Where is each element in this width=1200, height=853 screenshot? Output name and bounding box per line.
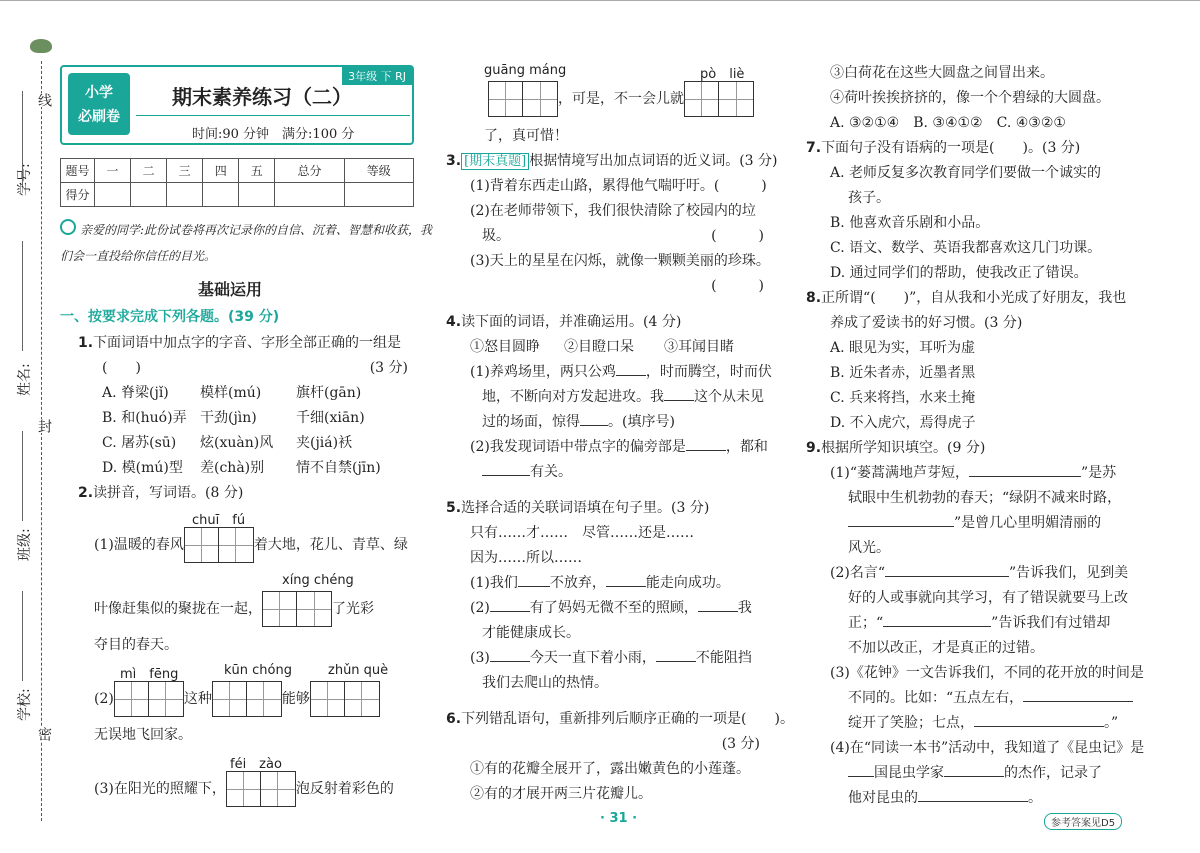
q3 <box>446 149 778 299</box>
score-cell: 五 <box>239 159 275 183</box>
side-name-label: 姓名: <box>17 363 33 396</box>
q6-s2: ②有的才展开两三片花瓣儿。 <box>470 786 652 802</box>
side-id-label: 学号: <box>17 163 33 196</box>
q8-stem-1: 正所谓“( )”，自从我和小光成了好朋友，我也 <box>821 290 1127 306</box>
score-table <box>60 158 414 207</box>
q4-blank-4[interactable] <box>686 435 726 451</box>
q3-stem: 根据情境写出加点词语的近义词。(3 分) <box>529 153 778 169</box>
side-dense-label: 密 <box>36 727 52 741</box>
q7-option-a[interactable]: A. 老师反复多次教育同学们要做一个诚实的 <box>830 165 1102 181</box>
q9-number: 9. <box>806 440 822 456</box>
q9-s4b: 国昆虫学家 <box>874 765 944 781</box>
q4-s1f: 。(填序号) <box>608 414 675 430</box>
q1-option-b[interactable]: B. 和(huó)弄 干劲(jìn) 千细(xiān) <box>102 410 365 426</box>
q4-blank-2[interactable] <box>664 385 694 401</box>
q4-s1d: 这个从未见 <box>694 389 764 405</box>
q2-p2-text-c: 能够 <box>281 691 310 707</box>
q8 <box>806 286 1142 436</box>
q9-s4a: (4)在“同读一本书”活动中，我知道了《昆虫记》是 <box>830 740 1145 756</box>
q5-s1a: (1)我们 <box>470 575 518 591</box>
q2-p1-text-d: 了光彩 <box>332 601 374 617</box>
q4-opt-2: ②目瞪口呆 <box>564 339 634 355</box>
badge-line2: 必刷卷 <box>78 109 120 125</box>
score-input[interactable] <box>275 183 344 207</box>
q9-s2c: 好的人或事就向其学习，有了错误就要马上改 <box>848 590 1128 606</box>
q9-s3b: 不同的。比如：“五点左右， <box>848 690 1024 706</box>
q9-blank-3[interactable] <box>885 561 1009 577</box>
q2-p2-pinyin-2: kūn chóng <box>224 663 292 678</box>
q6-stem: 下列错乱语句，重新排列后顺序正确的一项是( )。 <box>461 711 794 727</box>
q1-number: 1. <box>78 335 94 351</box>
q5-s3b: 今天一直下着小雨， <box>529 650 656 666</box>
q1-stem: 下面词语中加点字的字音、字形全部正确的一组是 <box>93 335 402 351</box>
q9-blank-6[interactable] <box>974 711 1104 727</box>
q9-s3c: 绽开了笑脸；七点， <box>848 715 974 731</box>
q8-option-a[interactable]: A. 眼见为实，耳听为虚 <box>830 340 976 356</box>
q9-s2e: ”告诉我们有过错却 <box>991 615 1111 631</box>
q2-stem: 读拼音，写词语。(8 分) <box>93 485 244 501</box>
intro-line-2: 们会一直投给你信任的目光。 <box>60 249 217 263</box>
badge <box>68 73 130 135</box>
side-school-label: 学校: <box>17 688 33 721</box>
q4-blank-5[interactable] <box>482 460 530 476</box>
q4-s2c: 有关。 <box>530 464 572 480</box>
q6 <box>446 707 794 807</box>
q2-p3-grid[interactable] <box>226 771 296 807</box>
side-line-label: 线 <box>36 93 52 107</box>
q7-number: 7. <box>806 140 822 156</box>
grade-tag: 3年级 下 RJ <box>342 67 412 85</box>
score-table-header-row <box>61 159 414 183</box>
column-3 <box>806 1 1145 853</box>
q8-option-b[interactable]: B. 近朱者赤，近墨者黑 <box>830 365 976 381</box>
side-class-label: 班级: <box>17 528 33 561</box>
q5-s2d: 才能健康成长。 <box>482 625 580 641</box>
q9-blank-2[interactable] <box>848 511 954 527</box>
q2-p1-pinyin: chuī fú <box>192 513 246 528</box>
score-input[interactable] <box>95 183 131 207</box>
q7-option-b[interactable]: B. 他喜欢音乐剧和小品。 <box>830 215 990 231</box>
q2-p1-grid-2[interactable] <box>262 591 332 627</box>
q2-p2-text-a: (2) <box>94 691 114 707</box>
q8-option-d[interactable]: D. 不入虎穴，焉得虎子 <box>830 415 976 431</box>
q4-blank-1[interactable] <box>616 360 646 376</box>
q6-number: 6. <box>446 711 462 727</box>
q8-number: 8. <box>806 290 822 306</box>
q9-s1b: ”是苏 <box>1081 465 1117 481</box>
q5-opt-2: 因为……所以…… <box>470 550 582 566</box>
q4-opt-1: ①怒目圆睁 <box>470 339 540 355</box>
q9-blank-9[interactable] <box>918 786 1028 802</box>
q9-s3d: 。” <box>1104 715 1119 731</box>
q2-p3-pinyin: féi zào <box>230 757 282 772</box>
col2-top-pinyin-2: pò liè <box>700 67 745 82</box>
q1-option-c[interactable]: C. 屠苏(sū) 炫(xuàn)风 夹(jiá)袄 <box>102 435 353 451</box>
score-cell: 二 <box>131 159 167 183</box>
side-seal-label: 封 <box>36 419 52 433</box>
q9-blank-5[interactable] <box>1023 686 1133 702</box>
q2-p1-text-b: 着大地，花儿、青草、绿 <box>253 537 408 553</box>
q2-p3-text-b: 泡反射着彩色的 <box>295 781 394 797</box>
q6-score: (3 分) <box>721 736 760 752</box>
q2-p2-pinyin-3: zhǔn què <box>328 663 389 678</box>
q5-s1c: 能走向成功。 <box>645 575 730 591</box>
q9-s1e: 风光。 <box>848 540 890 556</box>
q9-s2a: (2)名言“ <box>830 565 885 581</box>
answer-reference <box>1044 813 1122 830</box>
score-cell: 三 <box>167 159 203 183</box>
q5-s2b: 有了妈妈无微不至的照顾， <box>529 600 698 616</box>
q4-blank-3[interactable] <box>580 410 608 426</box>
q4-s1b: ，时而腾空，时而伏 <box>645 364 772 380</box>
q9-s4c: 的杰作，记录了 <box>1004 765 1102 781</box>
q1 <box>78 331 414 506</box>
q5-s3c: 不能阻挡 <box>695 650 752 666</box>
side-id-blank[interactable] <box>22 91 23 186</box>
binding-margin <box>0 1 52 853</box>
side-name-blank[interactable] <box>22 241 23 351</box>
q3-s2a: (2)在老师带领下，我们很快清除了校园内的垃 <box>470 203 756 219</box>
q3-s3-paren[interactable]: ( ) <box>711 278 764 294</box>
q2-p2-pinyin-1: mì fēng <box>120 667 179 682</box>
q7-option-c[interactable]: C. 语文、数学、英语我都喜欢这几门功课。 <box>830 240 1102 256</box>
intro-icon <box>60 219 76 235</box>
q8-option-c[interactable]: C. 兵来将挡，水来土掩 <box>830 390 976 406</box>
col2-top-grid-2[interactable] <box>684 81 754 117</box>
q4-s2b: ，都和 <box>725 439 768 455</box>
q2-p1-grid[interactable] <box>184 527 254 563</box>
q9-s1a: (1)“蒌蒿满地芦芽短， <box>830 465 969 481</box>
q6-continued <box>806 61 1142 136</box>
q9-s1c: 轼眼中生机勃勃的春天；“绿阴不减来时路， <box>848 490 1122 506</box>
q5-blank-2[interactable] <box>606 571 646 587</box>
q3-number: 3. <box>446 153 462 169</box>
score-input[interactable] <box>344 183 413 207</box>
header-box <box>60 65 414 145</box>
q2-p2-text-b: 这种 <box>183 691 212 707</box>
score-cell: 一 <box>95 159 131 183</box>
q5-stem: 选择合适的关联词语填在句子里。(3 分) <box>461 500 710 516</box>
q4-s2a: (2)我发现词语中带点字的偏旁部是 <box>470 439 686 455</box>
col2-top-pinyin-1: guāng máng <box>484 63 567 78</box>
q3-s3a: (3)天上的星星在闪烁，就像一颗颗美丽的珍珠。 <box>470 253 770 269</box>
q2-p1-pinyin-2: xíng chéng <box>282 573 354 588</box>
side-school-blank[interactable] <box>22 591 23 681</box>
q5-blank-1[interactable] <box>518 571 550 587</box>
intro-line-1: 亲爱的同学:此份试卷将再次记录你的自信、沉着、智慧和收获，我 <box>80 223 433 237</box>
score-input[interactable] <box>239 183 275 207</box>
q2-p2-grid-1[interactable] <box>114 681 184 717</box>
q7-option-d[interactable]: D. 通过同学们的帮助，使我改正了错误。 <box>830 265 1088 281</box>
q5-s3a: (3) <box>470 650 490 666</box>
q1-option-d[interactable]: D. 模(mú)型 差(chà)别 情不自禁(jīn) <box>102 460 381 476</box>
q2-p1-text-e: 夺目的春天。 <box>94 637 178 653</box>
score-cell: 四 <box>203 159 239 183</box>
section-title: 基础运用 <box>198 280 263 299</box>
column-2 <box>446 1 794 853</box>
q1-option-a[interactable]: A. 脊梁(jǐ) 模样(mú) 旗杆(gān) <box>102 385 362 401</box>
binding-rule <box>41 61 42 821</box>
q9-s2b: ”告诉我们，见到美 <box>1009 565 1129 581</box>
score-cell: 题号 <box>61 159 95 183</box>
q6-options[interactable]: A. ③②①④ B. ③④①② C. ④③②① <box>830 115 1066 131</box>
exam-time: 时间:90 分钟 满分:100 分 <box>192 127 355 142</box>
q3-s2-paren[interactable]: ( ) <box>711 228 764 244</box>
answer-reference-text: 参考答案见D5 <box>1051 818 1116 829</box>
q5-opt-1: 只有……才…… 尽管……还是…… <box>470 525 694 541</box>
score-table-score-row <box>61 183 414 207</box>
q3-s2b: 圾。 <box>482 228 510 244</box>
q4-s1e: 过的场面，惊得 <box>482 414 580 430</box>
column-1 <box>58 1 433 853</box>
q5-blank-5[interactable] <box>490 646 530 662</box>
q2-p1-text-a: (1)温暖的春风 <box>94 537 184 553</box>
q3-s1[interactable]: (1)背着东西走山路，累得他气喘吁吁。( ) <box>470 178 767 194</box>
q9-blank-8[interactable] <box>944 761 1004 777</box>
q9-blank-4[interactable] <box>883 611 991 627</box>
page-title: 期末素养练习（二） <box>172 85 352 109</box>
page-number: · 31 · <box>600 811 638 826</box>
q4-s1c: 地，不断向对方发起进攻。我 <box>482 389 664 405</box>
q4-number: 4. <box>446 314 462 330</box>
q9-s3a: (3)《花钟》一文告诉我们，不同的花开放的时间是 <box>830 665 1144 681</box>
q3-tag: [期末真题] <box>461 153 529 170</box>
q9-s1d: ”是曾几心里明媚清丽的 <box>954 515 1102 531</box>
q2-p2-grid-3[interactable] <box>310 681 380 717</box>
q5-blank-3[interactable] <box>490 596 530 612</box>
q4 <box>446 310 772 485</box>
q5-s2a: (2) <box>470 600 490 616</box>
q7-option-a-cont: 孩子。 <box>848 190 890 206</box>
q5-blank-6[interactable] <box>656 646 696 662</box>
score-input[interactable] <box>203 183 239 207</box>
q5-blank-4[interactable] <box>698 596 738 612</box>
q5-number: 5. <box>446 500 462 516</box>
q9-s4e: 。 <box>1028 790 1042 806</box>
q5-s1b: 不放弃， <box>549 575 606 591</box>
q6-s1: ①有的花瓣全展开了，露出嫩黄色的小莲蓬。 <box>470 761 750 777</box>
score-cell: 等级 <box>344 159 413 183</box>
score-input[interactable] <box>131 183 167 207</box>
q4-opt-3: ③耳闻目睹 <box>664 339 734 355</box>
q1-score: (3 分) <box>369 360 408 376</box>
q6-s3: ③白荷花在这些大圆盘之间冒出来。 <box>830 65 1054 81</box>
score-cell: 总分 <box>275 159 344 183</box>
col2-top-grid-1[interactable] <box>488 81 558 117</box>
score-input[interactable] <box>167 183 203 207</box>
q7 <box>806 136 1142 286</box>
side-class-blank[interactable] <box>22 431 23 521</box>
q4-stem: 读下面的词语，并准确运用。(4 分) <box>461 314 682 330</box>
q6-s4: ④荷叶挨挨挤挤的，像一个个碧绿的大圆盘。 <box>830 90 1110 106</box>
q5 <box>446 496 772 696</box>
q9-s2f: 不加以改正，才是真正的过错。 <box>848 640 1044 656</box>
col2-top-text-a: ，可是，不一会儿就 <box>558 91 684 107</box>
badge-line1: 小学 <box>85 85 113 101</box>
q9-s2d: 正；“ <box>848 615 884 631</box>
logo-icon <box>30 39 52 53</box>
q5-s2c: 我 <box>737 600 752 616</box>
q9-blank-7[interactable] <box>848 761 874 777</box>
q4-s1a: (1)养鸡场里，两只公鸡 <box>470 364 616 380</box>
q9-blank-1[interactable] <box>969 461 1081 477</box>
col2-top-text-b: 了，真可惜！ <box>484 128 568 144</box>
q9-stem: 根据所学知识填空。(9 分) <box>821 440 986 456</box>
title-divider <box>136 115 410 116</box>
q1-answer-paren[interactable]: ( ) <box>102 360 141 376</box>
q2-number: 2. <box>78 485 94 501</box>
q5-s3d: 我们去爬山的热情。 <box>482 675 608 691</box>
q2-p3-text-a: (3)在阳光的照耀下， <box>94 781 226 797</box>
q8-stem-2: 养成了爱读书的好习惯。(3 分) <box>830 315 1023 331</box>
score-cell: 得分 <box>61 183 95 207</box>
q7-stem: 下面句子没有语病的一项是( )。(3 分) <box>821 140 1081 156</box>
q2-p2-text-d: 无误地飞回家。 <box>94 727 192 743</box>
q2-p2-grid-2[interactable] <box>212 681 282 717</box>
part-1-heading: 一、按要求完成下列各题。(39 分) <box>60 309 280 325</box>
q9-s4d: 他对昆虫的 <box>848 790 918 806</box>
q9 <box>806 436 1145 811</box>
q2-p1-text-c: 叶像赶集似的聚拢在一起， <box>94 601 262 617</box>
